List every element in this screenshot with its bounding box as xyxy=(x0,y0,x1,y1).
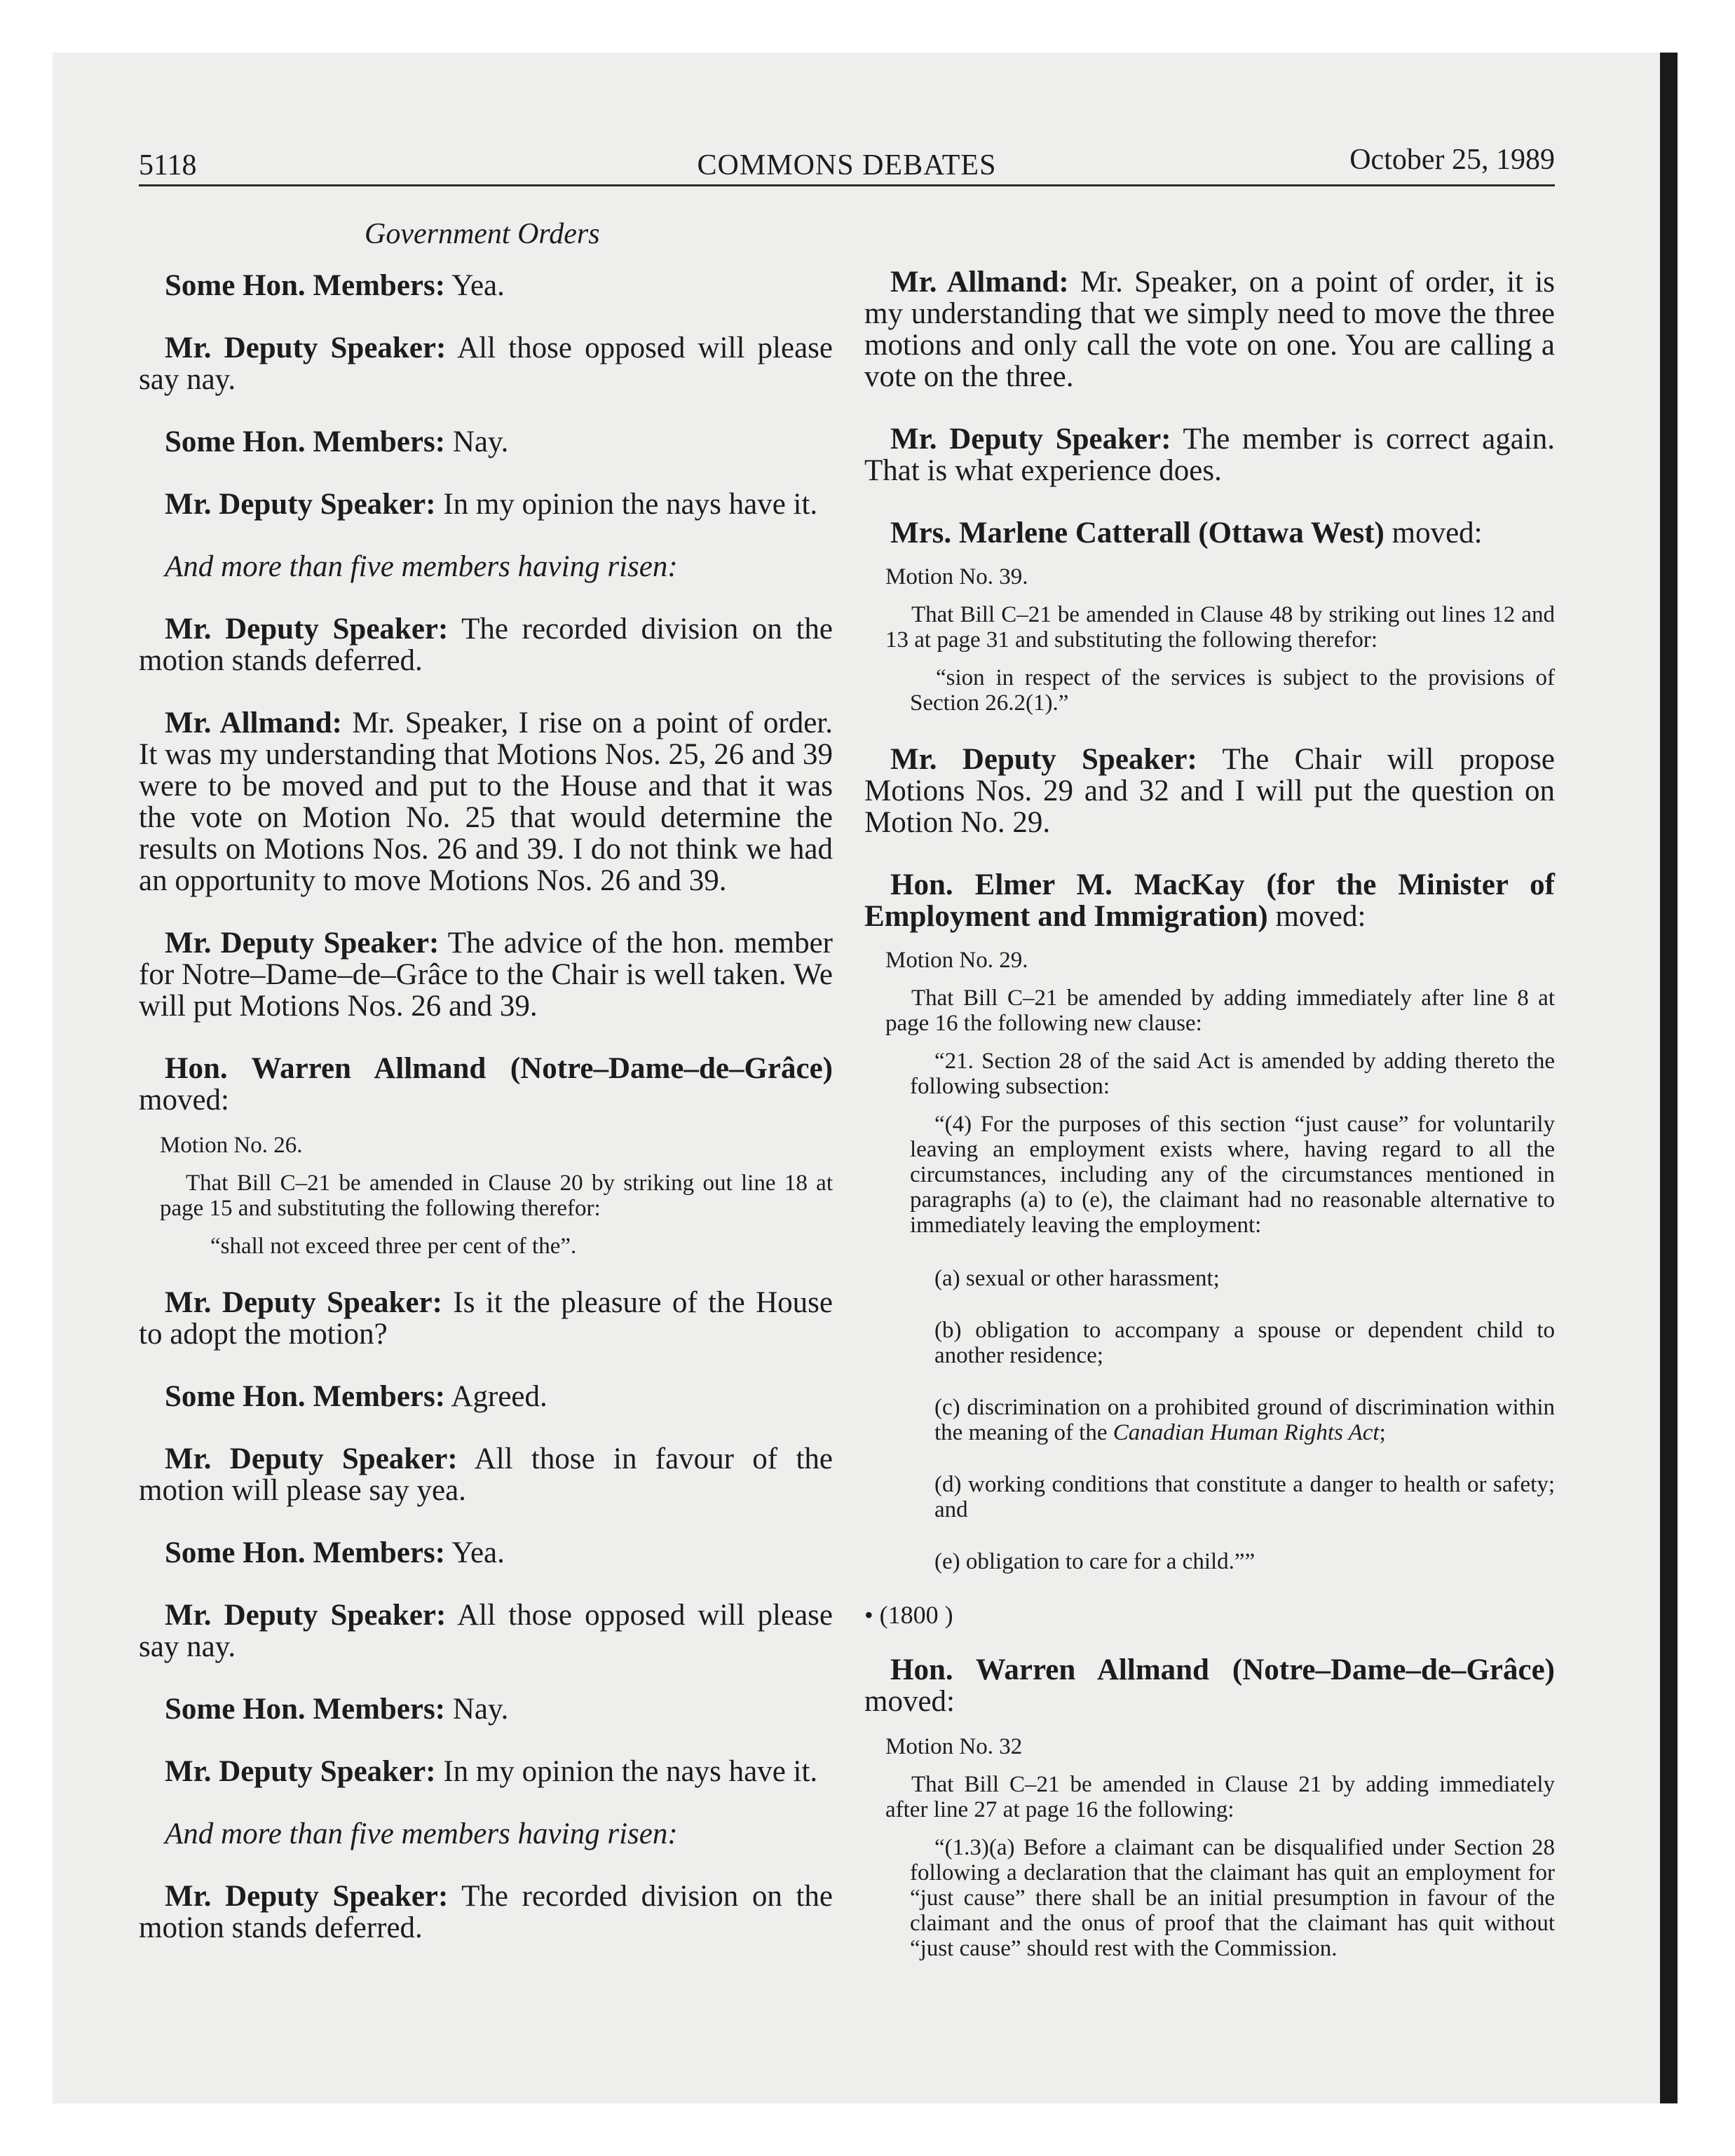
clause-item xyxy=(934,1395,1555,1445)
speech: All those in favour of the motion will please say yea. xyxy=(139,1442,833,1507)
speech: moved: xyxy=(864,1685,955,1718)
motion-text: That Bill C–21 be amended in Clause 20 by striking out line 18 at page 15 and substituting the following therefor: xyxy=(160,1171,833,1221)
publication-date: October 25, 1989 xyxy=(1349,144,1555,176)
motion-number: Motion No. 39. xyxy=(885,564,1028,589)
paragraph xyxy=(139,1053,833,1116)
scan-edge-bar xyxy=(1660,53,1678,2103)
motion-text: That Bill C–21 be amended by adding immediately after line 8 at page 16 the following new clause: xyxy=(885,985,1555,1036)
speech: The recorded division on the motion stands deferred. xyxy=(139,613,833,677)
speaker: Mrs. Marlene Catterall (Ottawa West) xyxy=(890,517,1384,550)
speech: Is it the pleasure of the House to adopt the motion? xyxy=(139,1286,833,1351)
clause-text: ; xyxy=(1379,1420,1386,1445)
speech: Agreed. xyxy=(445,1380,547,1413)
paragraph xyxy=(139,927,833,1022)
speech: moved: xyxy=(1267,900,1366,933)
speaker: Some Hon. Members: xyxy=(165,269,446,302)
speaker: Mr. Deputy Speaker: xyxy=(165,1599,447,1632)
speaker: Mr. Deputy Speaker: xyxy=(165,927,440,960)
motion-quote: “(1.3)(a) Before a claimant can be disqualified under Section 28 following a declaration that the claimant has quit an employment for “just cause” there shall be an initial presumption in favour of the claimant and the onus of proof that the claimant has quit without “just cause” should rest with the Commission. xyxy=(910,1835,1555,1961)
speech: moved: xyxy=(139,1084,229,1117)
speaker: Mr. Deputy Speaker: xyxy=(165,332,447,364)
section-heading: Government Orders xyxy=(365,218,600,250)
speech: All those opposed will please say nay. xyxy=(139,1599,833,1663)
speech: Nay. xyxy=(445,425,509,458)
paragraph xyxy=(139,1381,833,1412)
speech: Yea. xyxy=(445,269,505,302)
page-header xyxy=(139,140,1555,189)
paragraph xyxy=(139,1443,833,1506)
paragraph xyxy=(139,332,833,395)
speech: moved: xyxy=(1384,517,1483,550)
paragraph xyxy=(139,489,833,520)
speech: Mr. Speaker, on a point of order, it is my understanding that we simply need to move the three motions and only call the vote on one. You are calling a vote on the three. xyxy=(864,266,1556,393)
speaker: Some Hon. Members: xyxy=(165,425,446,458)
speaker: Mr. Deputy Speaker: xyxy=(165,1442,458,1475)
clause-item: (b) obligation to accompany a spouse or dependent child to another residence; xyxy=(934,1318,1555,1368)
clause-text: (c) discrimination on a prohibited ground of discrimination within the meaning of the xyxy=(934,1395,1555,1445)
speaker: Mr. Deputy Speaker: xyxy=(890,423,1171,456)
speech: Nay. xyxy=(445,1693,509,1726)
speech: The recorded division on the motion stands deferred. xyxy=(139,1880,833,1944)
speech: Mr. Speaker, I rise on a point of order. It was my understanding that Motions Nos. 25, 26 and 39 were to be moved and put to the House and that it was the vote on Motion No. 25 that would determine the results on Motions Nos. 26 and 39. I do not think we had an opportunity to move Motions Nos. 26 and 39. xyxy=(139,707,833,897)
publication-title: COMMONS DEBATES xyxy=(697,149,997,182)
speech: In my opinion the nays have it. xyxy=(435,488,818,521)
procedural-note: And more than five members having risen: xyxy=(165,1817,678,1850)
right-column xyxy=(864,266,1555,1974)
motion-number: Motion No. 32 xyxy=(885,1734,1023,1759)
paragraph xyxy=(864,1654,1555,1717)
motion-quote: “sion in respect of the services is subject to the provisions of Section 26.2(1).” xyxy=(910,665,1555,716)
header-rule xyxy=(139,184,1555,186)
paragraph xyxy=(139,1537,833,1569)
speaker: Some Hon. Members: xyxy=(165,1380,446,1413)
paragraph xyxy=(139,1599,833,1663)
paragraph xyxy=(864,517,1555,549)
paragraph xyxy=(864,869,1555,932)
clause-item: (d) working conditions that constitute a danger to health or safety; and xyxy=(934,1472,1555,1522)
motion-number: Motion No. 29. xyxy=(885,948,1028,973)
clause-item: (a) sexual or other harassment; xyxy=(934,1266,1220,1291)
speaker: Mr. Deputy Speaker: xyxy=(165,1286,442,1319)
procedural-note: And more than five members having risen: xyxy=(165,550,678,583)
speaker: Hon. Elmer M. MacKay (for the Minister of Employment and Immigration) xyxy=(864,868,1555,933)
time-stamp: • (1800 ) xyxy=(864,1601,953,1629)
speech: All those opposed will please say nay. xyxy=(139,332,833,396)
paragraph xyxy=(139,613,833,676)
paragraph xyxy=(864,744,1555,838)
speaker: Some Hon. Members: xyxy=(165,1693,446,1726)
act-title: Canadian Human Rights Act xyxy=(1113,1420,1380,1445)
motion-quote: “21. Section 28 of the said Act is amended by adding thereto the following subsection: xyxy=(910,1049,1555,1099)
speaker: Mr. Allmand: xyxy=(165,707,342,739)
speaker: Hon. Warren Allmand (Notre–Dame–de–Grâce) xyxy=(890,1653,1555,1686)
motion-text: That Bill C–21 be amended in Clause 48 by striking out lines 12 and 13 at page 31 and substituting the following therefor: xyxy=(885,602,1555,653)
speaker: Mr. Deputy Speaker: xyxy=(165,1755,436,1788)
speech: The Chair will propose Motions Nos. 29 and 32 and I will put the question on Motion No. 29. xyxy=(864,743,1555,839)
speaker: Mr. Deputy Speaker: xyxy=(890,743,1197,776)
motion-number: Motion No. 26. xyxy=(160,1133,303,1158)
speaker: Mr. Deputy Speaker: xyxy=(165,613,449,646)
speaker: Mr. Deputy Speaker: xyxy=(165,1880,449,1913)
speaker: Mr. Deputy Speaker: xyxy=(165,488,436,521)
paragraph xyxy=(864,423,1555,486)
paragraph xyxy=(139,1881,833,1944)
speaker: Hon. Warren Allmand (Notre–Dame–de–Grâce) xyxy=(165,1052,833,1085)
paragraph xyxy=(139,707,833,896)
clause-item: (e) obligation to care for a child.”” xyxy=(934,1549,1256,1574)
speaker: Mr. Allmand: xyxy=(890,266,1069,299)
left-column xyxy=(139,270,833,1974)
speech: Yea. xyxy=(445,1536,505,1569)
speech: The member is correct again. That is what experience does. xyxy=(864,423,1555,487)
paragraph xyxy=(139,1693,833,1725)
paragraph xyxy=(139,270,833,301)
motion-quote: “(4) For the purposes of this section “just cause” for voluntarily leaving an employment exists where, having regard to all the circumstances, including any of the circumstances mentioned in paragraphs (a) to (e), the claimant had no reasonable alternative to immediately leaving the employment: xyxy=(910,1112,1555,1238)
paragraph xyxy=(139,1287,833,1350)
motion-text: That Bill C–21 be amended in Clause 21 by adding immediately after line 27 at page 16 the following: xyxy=(885,1772,1555,1822)
paragraph xyxy=(139,1756,833,1787)
speech: The advice of the hon. member for Notre–Dame–de–Grâce to the Chair is well taken. We will put Motions Nos. 26 and 39. xyxy=(139,927,833,1023)
speech: In my opinion the nays have it. xyxy=(435,1755,818,1788)
page-number: 5118 xyxy=(139,149,197,182)
paragraph xyxy=(864,266,1555,393)
speaker: Some Hon. Members: xyxy=(165,1536,446,1569)
paragraph xyxy=(139,426,833,458)
motion-quote: “shall not exceed three per cent of the”. xyxy=(210,1234,577,1259)
